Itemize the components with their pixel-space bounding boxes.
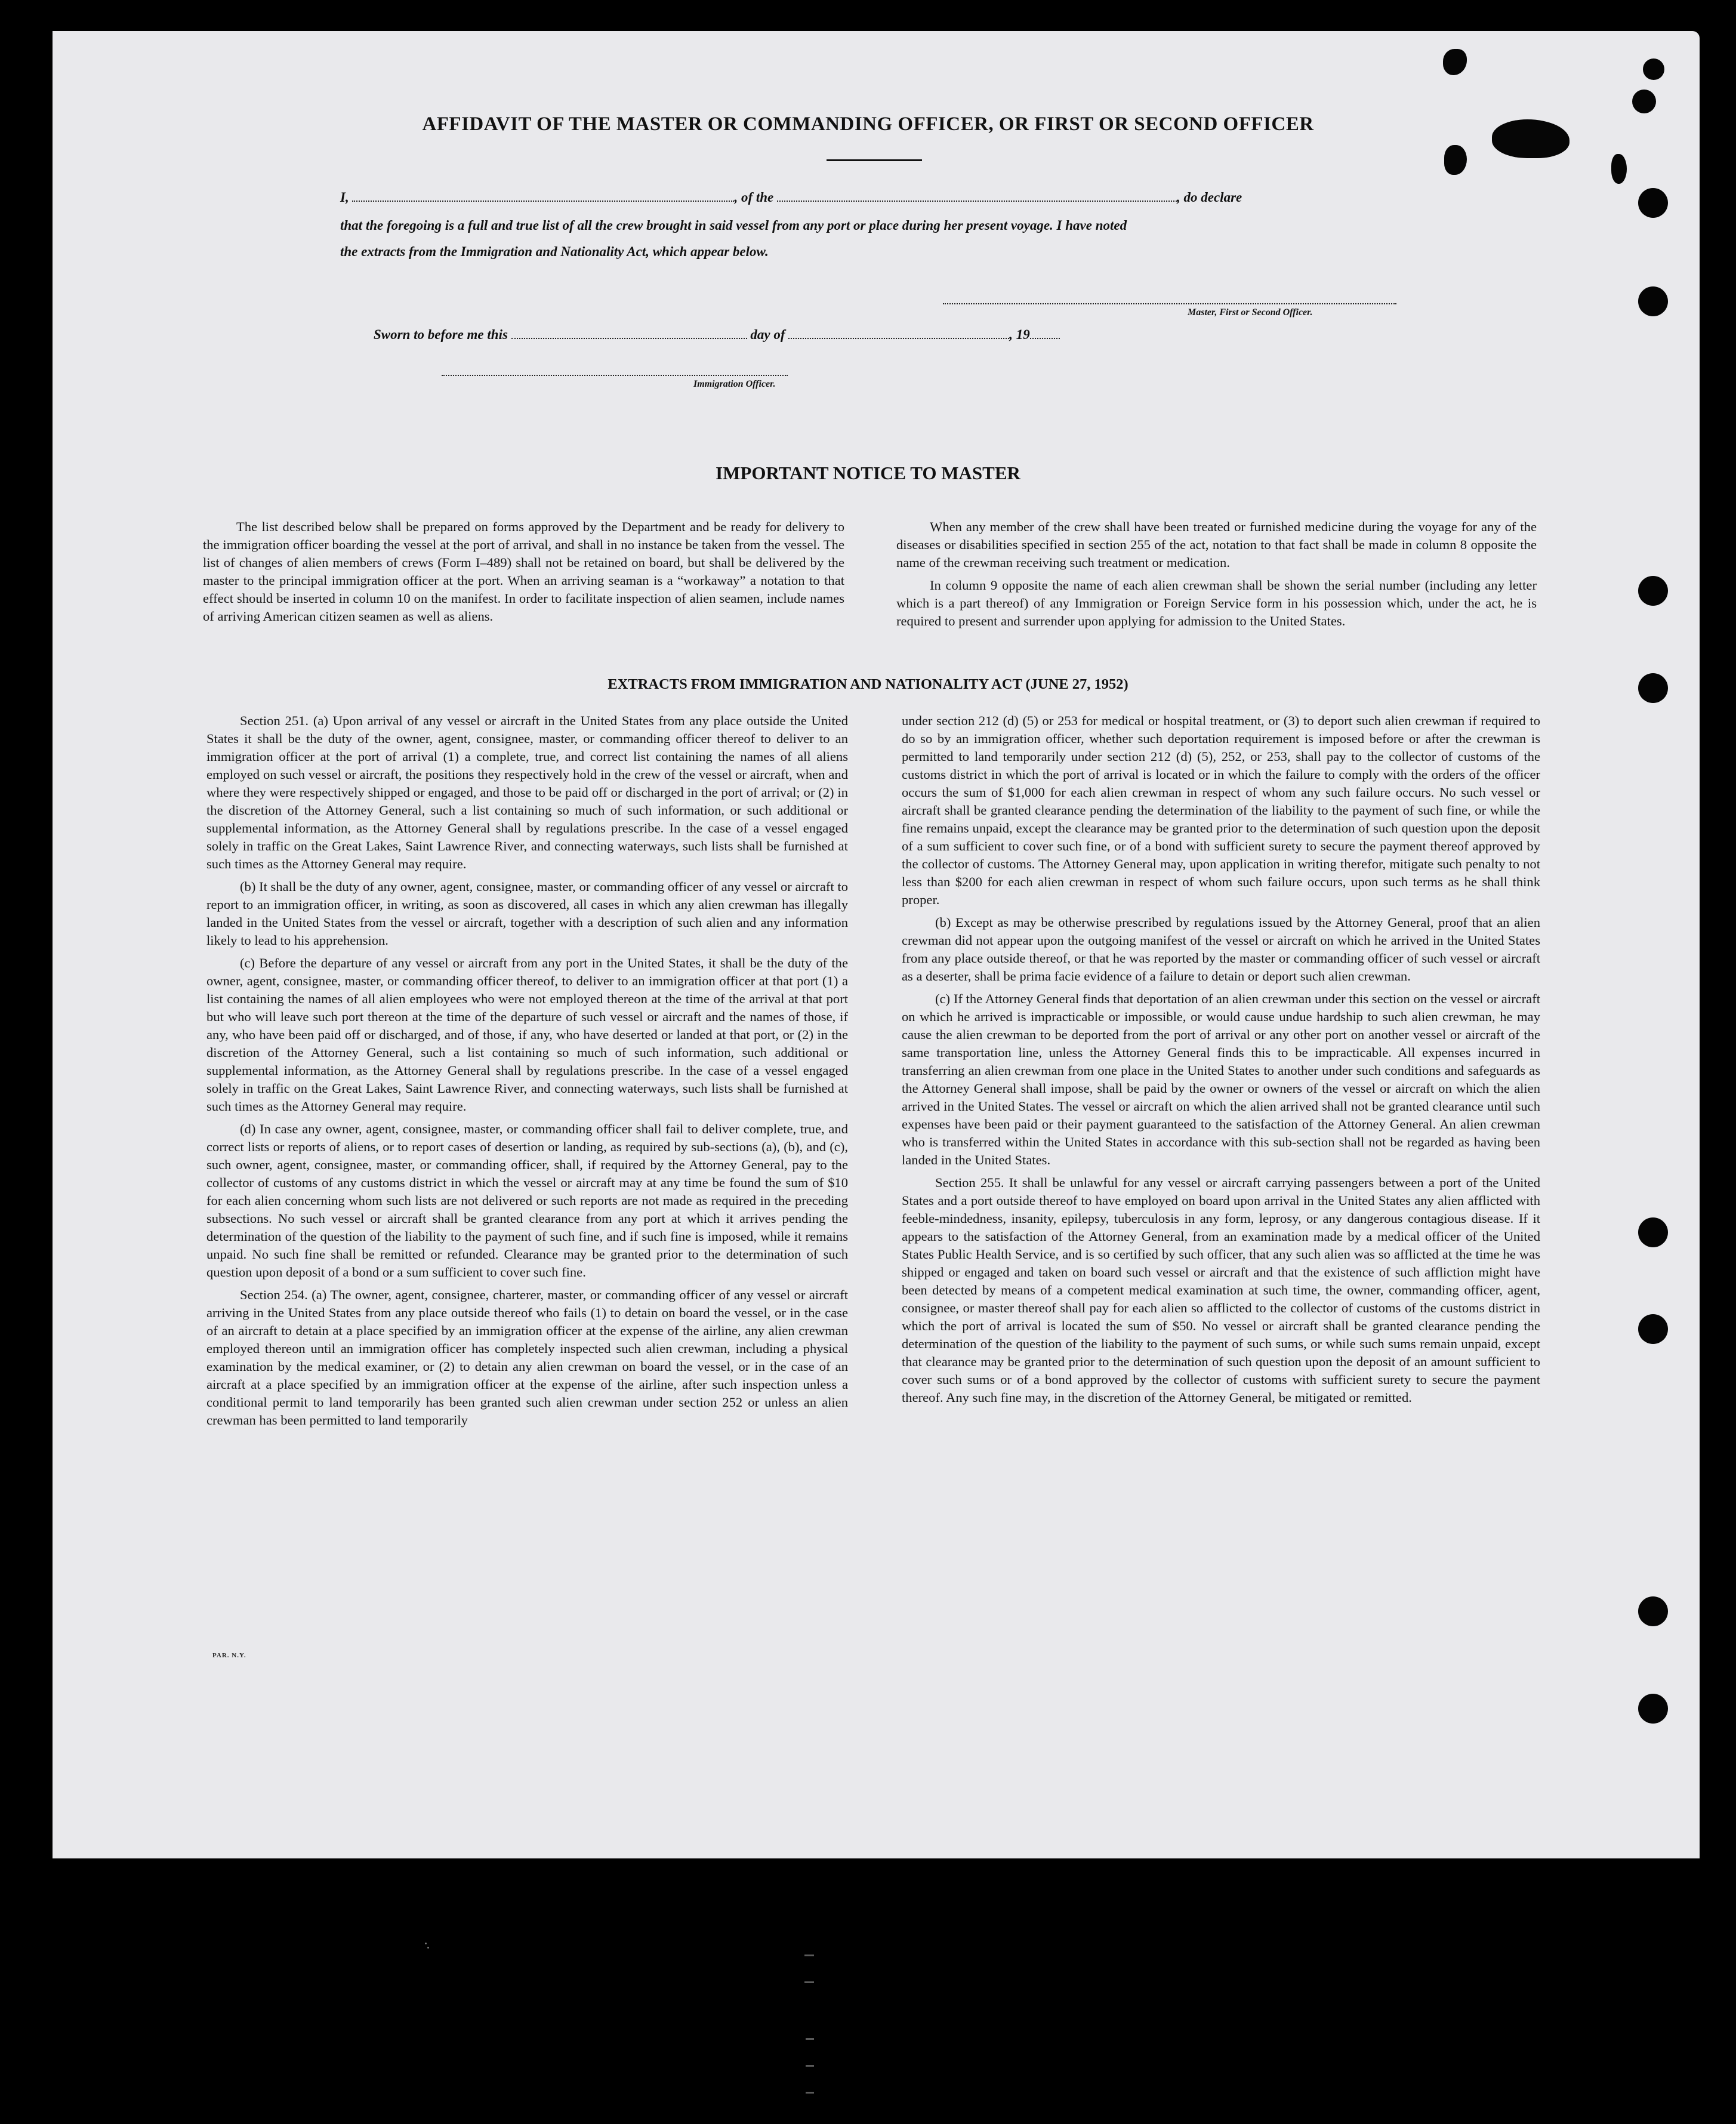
declare-label: , do declare xyxy=(1177,190,1242,205)
officer-signature-field[interactable] xyxy=(442,375,788,376)
extracts-left-column xyxy=(206,712,848,1434)
declaration-text-2: the extracts from the Immigration and Nationality Act, which appear below. xyxy=(340,244,769,259)
sworn-month-field[interactable] xyxy=(788,329,1009,339)
notice-right-paragraph: When any member of the crew shall have been treated or furnished medicine during the voyage for any of the diseases or disabilities specified in section 255 of the act, notation to that fact shall be made in column 8 opposite the name of the crewman receiving such treatment or medication. xyxy=(896,519,1537,570)
sworn-year-label: , 19 xyxy=(1009,327,1030,342)
section-paragraph: (b) It shall be the duty of any owner, agent, consignee, master, or commanding officer of any vessel or aircraft to report to an immigration officer, in writing, as soon as discovered, all cases in which any alien crewman has illegally landed in the United States from the vessel or aircraft, together with a description of such alien and any information likely to lead to his apprehension. xyxy=(206,879,848,948)
section-paragraph: under section 212 (d) (5) or 253 for medical or hospital treatment, or (3) to deport such alien crewman if required to do so by an immigration officer, whether such deportation requirement is imposed before or after the crewman is permitted to land temporarily under section 212 (d) (5), 252, or 253, shall pay to the collector of customs of the customs district in which the port of arrival is located or in which the failure to comply with the orders of the officer occurs the sum of $1,000 for each alien crewman in respect of whom any such failure occurs. No such vessel or aircraft shall be granted clearance pending the determination of the liability to the payment of such fine, or while the fine remains unpaid, except the clearance may be granted prior to the determination of such question upon the deposit of a sum sufficient to cover such fine, or of a bond with sufficient surety to secure the payment thereof approved by the collector of customs. The Attorney General may, upon application in writing therefor, mitigate such penalty to not less than $200 for each alien crewman in respect of whom such failure occurs, upon such terms as he shall think proper. xyxy=(902,713,1540,907)
binder-hole xyxy=(1638,1596,1668,1626)
scan-artifact xyxy=(804,1981,814,1983)
master-signature-caption: Master, First or Second Officer. xyxy=(1188,307,1313,317)
binder-hole xyxy=(1638,1694,1668,1724)
scan-artifact xyxy=(806,2065,814,2067)
extracts-title: EXTRACTS FROM IMMIGRATION AND NATIONALITY ACT (JUNE 27, 1952) xyxy=(608,676,1128,692)
declarant-name-field[interactable] xyxy=(352,192,734,202)
officer-signature-caption: Immigration Officer. xyxy=(693,379,776,389)
binder-hole xyxy=(1638,576,1668,606)
binder-hole xyxy=(1643,58,1664,80)
binder-hole xyxy=(1638,188,1668,218)
binder-hole xyxy=(1638,1314,1668,1344)
sworn-prefix: Sworn to before me this xyxy=(374,327,508,342)
master-signature-field[interactable] xyxy=(943,303,1396,304)
notice-right-paragraph: In column 9 opposite the name of each alien crewman shall be shown the serial number (including any letter which is a part thereof) of any Immigration or Foreign Service form in his possession which, under the act, he is required to present and surrender upon applying for admission to the United States. xyxy=(896,578,1537,628)
section-paragraph: Section 251. (a) Upon arrival of any vessel or aircraft in the United States from any place outside the United States it shall be the duty of the owner, agent, consignee, master, or commanding officer thereof to deliver to an immigration officer at the port of arrival (1) a complete, true, and correct list containing the names of all aliens employed on such vessel or aircraft, the positions they respectively hold in the crew of the vessel or aircraft, when and where they were respectively shipped or engaged, and those to be paid off or discharged in the port of arrival; or (2) in the discretion of the Attorney General, such a list containing so much of such information, or such additional or supplemental information, as the Attorney General shall by regulations prescribe. In the case of a vessel engaged solely in traffic on the Great Lakes, Saint Lawrence River, and connecting waterways, such lists shall be furnished at such times as the Attorney General may require. xyxy=(206,713,848,871)
binder-hole xyxy=(1638,1217,1668,1247)
scan-artifact xyxy=(427,1947,429,1949)
scan-artifact xyxy=(804,1955,814,1956)
section-paragraph: (c) If the Attorney General finds that deportation of an alien crewman under this section on the vessel or aircraft on which he arrived is impracticable or impossible, or would cause undue hardship to such alien crewman, he may cause the alien crewman to be deported from the port of arrival or any other port on another vessel or aircraft of the same transportation line, unless the Attorney General finds this to be impracticable. All expenses incurred in transferring an alien crewman from one place in the United States to another under such conditions and safeguards as the Attorney General shall impose, shall be paid by the owner or owners of the vessel or aircraft on which the alien arrived in the United States. The vessel or aircraft on which the alien arrived shall not be granted clearance until such expenses have been paid or their payment guaranteed to the satisfaction of the Attorney General. An alien crewman who is transferred within the United States in accordance with this sub-section shall not be regarded as having been landed in the United States. xyxy=(902,991,1540,1167)
notice-right-column xyxy=(896,518,1537,635)
scan-artifact xyxy=(425,1943,427,1944)
damage-blot xyxy=(1632,90,1656,113)
section-paragraph: Section 255. It shall be unlawful for any vessel or aircraft carrying passengers between a port of the United States and a port outside thereof to have employed on board upon arrival in the United States any alien afflicted with feeble-mindedness, insanity, epilepsy, tuberculosis in any form, leprosy, or any dangerous contagious disease. If it appears to the satisfaction of the Attorney General, from an examination made by a medical officer of the United States Public Health Service, and is so certified by such officer, that any such alien was so afflicted at the time he was shipped or engaged and taken on board such vessel or aircraft and that the existence of such affliction might have been detected by means of a competent medical examination at such time, the owner, commanding officer, agent, consignee, or master thereof shall pay for each alien so afflicted to the collector of customs of the customs district in which the port of arrival is located the sum of $50. No vessel or aircraft shall be granted clearance pending the determination of the question of the liability to the payment of such sums, or while such sums remain unpaid, except that clearance may be granted prior to the determination of such question upon the deposit of an amount sufficient to cover such sums or of a bond approved by the collector of customs with sufficient surety to secure the payment thereof. Any such fine may, in the discretion of the Attorney General, be mitigated or remitted. xyxy=(902,1175,1540,1405)
title-rule xyxy=(827,159,922,161)
vessel-name-field[interactable] xyxy=(777,192,1177,202)
of-the-label: , of the xyxy=(734,190,774,205)
notice-left-paragraph: The list described below shall be prepared on forms approved by the Department and be ready for delivery to the immigration officer boarding the vessel at the port of arrival, and shall in no instance be taken from the vessel. The list of changes of alien members of crews (Form I–489) shall not be retained on board, but shall be delivered by the master to the principal immigration officer at the port. When an arriving seaman is a “workaway” a notation to that effect should be inserted in column 10 on the manifest. In order to facilitate inspection of alien seamen, include names of arriving American citizen seamen as well as aliens. xyxy=(203,519,844,624)
section-paragraph: (c) Before the departure of any vessel or aircraft from any port in the United States, it shall be the duty of the owner, agent, consignee, master, or commanding officer thereof, to deliver to an immigration officer at that port (1) a list containing the names of all alien employees who were not employed thereon at the time of the arrival at that port but who will leave such port thereon at the time of the departure of such vessel or aircraft and the names of those, if any, who have been paid off or discharged, and of those, if any, who have deserted or landed at that port, or (2) in the discretion of the Attorney General, such a list containing so much of such information, such additional or supplemental information, as the Attorney General shall by regulations prescribe. In the case of a vessel engaged solely in traffic on the Great Lakes, Saint Lawrence River, and connecting waterways, such lists shall be furnished at such times as the Attorney General may require. xyxy=(206,955,848,1114)
binder-hole xyxy=(1638,286,1668,316)
sworn-line xyxy=(374,327,1430,343)
section-paragraph: (d) In case any owner, agent, consignee, master, or commanding officer shall fail to deliver complete, true, and correct lists or reports of aliens, or to report cases of desertion or landing, as required by sub-sections (a), (b), and (c), such owner, agent, consignee, master, or commanding officer, shall, if required by the Attorney General, pay to the collector of customs of any customs district in which the vessel or aircraft may at any time be found the sum of $10 for each alien concerning whom such lists are not delivered or such reports are not made as required in the preceding subsections. No such vessel or aircraft shall be granted clearance from any port at which it arrives pending the determination of the question of the liability to the payment of such fine, and if such fine is imposed, while it remains unpaid. No such fine shall be remitted or refunded. Clearance may be granted prior to the determination of such question upon deposit of a bond or a sum sufficient to cover such fine. xyxy=(206,1121,848,1280)
notice-left-column xyxy=(203,518,844,630)
scan-artifact xyxy=(806,2038,814,2040)
sworn-year-field[interactable] xyxy=(1030,329,1060,339)
section-paragraph: (b) Except as may be otherwise prescribed by regulations issued by the Attorney General, proof that an alien crewman did not appear upon the outgoing manifest of the vessel or aircraft on which he arrived in the United States from any place outside thereof, or that he was reported by the master or commanding officer of such vessel or aircraft as a deserter, shall be prima facie evidence of a failure to detain or deport such alien crewman. xyxy=(902,915,1540,984)
declaration-line xyxy=(340,190,1396,205)
declaration-text-1: that the foregoing is a full and true list of all the crew brought in said vessel from any port or place during her present voyage. I have noted xyxy=(340,218,1127,233)
declarant-prefix: I, xyxy=(340,190,349,205)
sworn-day-of-label: day of xyxy=(750,327,785,342)
notice-title: IMPORTANT NOTICE TO MASTER xyxy=(716,463,1020,483)
extracts-right-column xyxy=(902,712,1540,1411)
damage-blot xyxy=(1611,154,1627,184)
sworn-day-field[interactable] xyxy=(511,329,747,339)
affidavit-title: AFFIDAVIT OF THE MASTER OR COMMANDING OFFICER, OR FIRST OR SECOND OFFICER xyxy=(422,113,1314,135)
printer-mark: PAR. N.Y. xyxy=(212,1652,246,1659)
section-paragraph: Section 254. (a) The owner, agent, consignee, charterer, master, or commanding officer of any vessel or aircraft arriving in the United States from any place outside thereof who fails (1) to detain on board the vessel, or in the case of an aircraft to detain at a place specified by an immigration officer at the expense of the airline, any alien crewman employed thereon until an immigration officer has completely inspected such alien crewman, including a physical examination by the medical examiner, or (2) to detain any alien crewman on board the vessel, or in the case of an aircraft at a place specified by an immigration officer at the expense of the airline, after such inspection unless a conditional permit to land temporarily has been granted such alien crewman under section 252 or unless an alien crewman has been permitted to land temporarily xyxy=(206,1287,848,1428)
scan-artifact xyxy=(806,2092,814,2094)
